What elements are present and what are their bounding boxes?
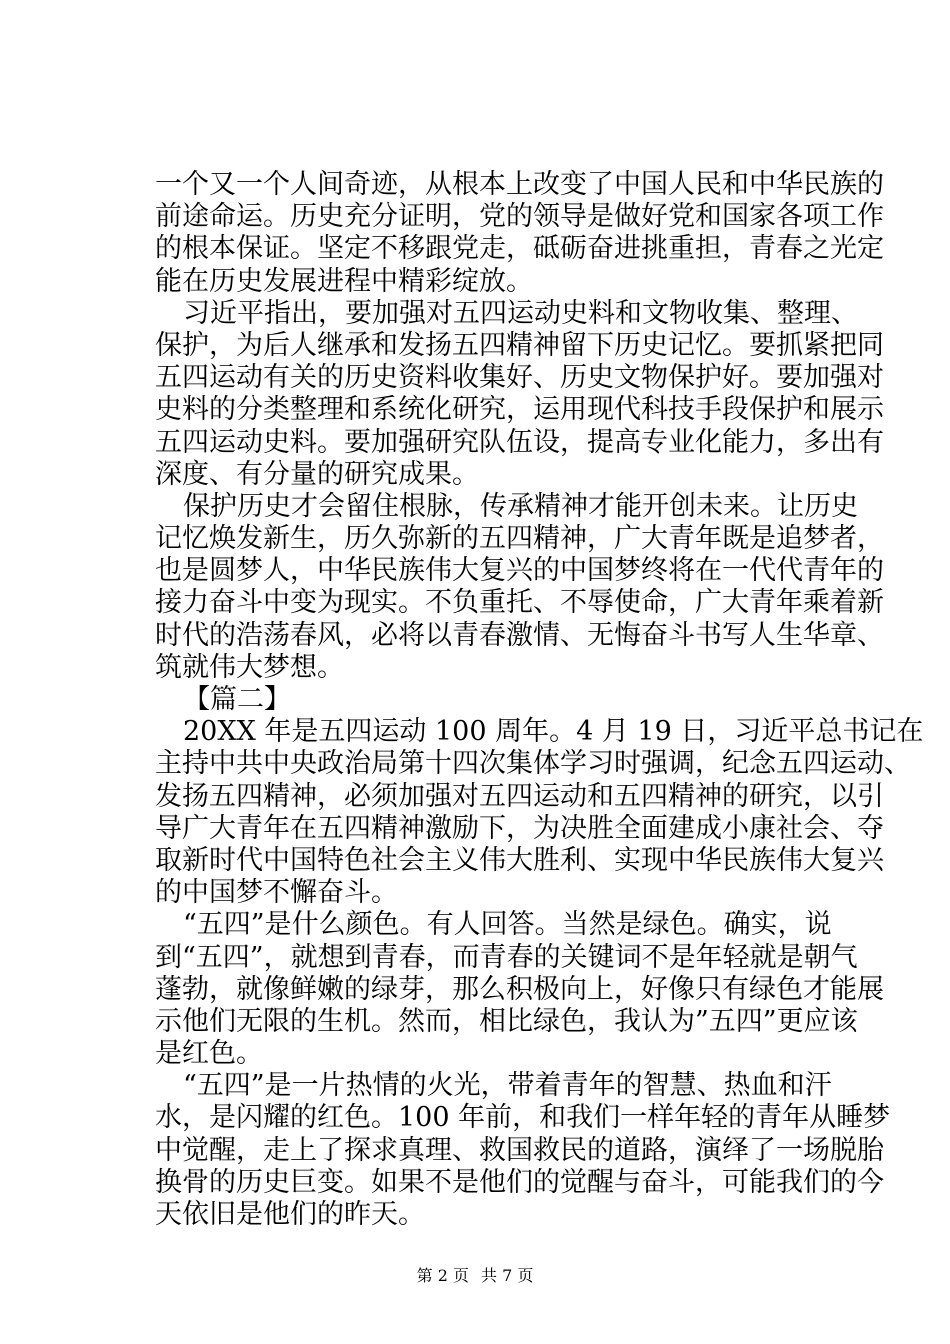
page-number: 第 2 页: [416, 1266, 469, 1285]
text-line: 取新时代中国特色社会主义伟大胜利、实现中华民族伟大复兴: [155, 844, 884, 876]
text-line: 前途命运。历史充分证明，党的领导是做好党和国家各项工作: [155, 201, 884, 233]
text-line: 导广大青年在五四精神激励下，为决胜全面建成小康社会、夺: [155, 812, 884, 844]
paragraph-start-line: 保护历史才会留住根脉，传承精神才能开创未来。让历史: [183, 490, 858, 522]
text-line: 史料的分类整理和系统化研究，运用现代科技手段保护和展示: [155, 394, 884, 426]
text-line: 记忆焕发新生，历久弥新的五四精神，广大青年既是追梦者，: [155, 523, 884, 555]
paragraph-start-line: 习近平指出，要加强对五四运动史料和文物收集、整理、: [183, 297, 858, 329]
text-line: 示他们无限的生机。然而，相比绿色，我认为”五四”更应该: [155, 1005, 858, 1037]
text-line: 能在历史发展进程中精彩绽放。: [155, 265, 533, 297]
text-line: 到“五四”，就想到青春，而青春的关键词不是年轻就是朝气: [155, 941, 858, 973]
text-line: 深度、有分量的研究成果。: [155, 458, 479, 490]
text-line: 一个又一个人间奇迹，从根本上改变了中国人民和中华民族的: [155, 169, 884, 200]
text-line: 换骨的历史巨变。如果不是他们的觉醒与奋斗，可能我们的今: [155, 1166, 884, 1198]
text-line: 天依旧是他们的昨天。: [155, 1199, 425, 1230]
page-total: 共 7 页: [481, 1266, 534, 1285]
text-line: 五四运动史料。要加强研究队伍设，提高专业化能力，多出有: [155, 426, 884, 458]
text-line: 保护，为后人继承和发扬五四精神留下历史记忆。要抓紧把同: [155, 329, 884, 361]
paragraph-start-line: 20XX 年是五四运动 100 周年。4 月 19 日，习近平总书记在: [183, 716, 924, 748]
paragraph-start-line: “五四”是什么颜色。有人回答。当然是绿色。确实，说: [183, 909, 832, 941]
document-body: [155, 169, 924, 1231]
text-line: 时代的浩荡春风，必将以青春激情、无悔奋斗书写人生华章、: [155, 619, 884, 651]
text-line: 的根本保证。坚定不移跟党走，砥砺奋进挑重担，青春之光定: [155, 233, 884, 265]
section-heading: 【篇二】: [183, 684, 291, 715]
text-line: 接力奋斗中变为现实。不负重托、不辱使命，广大青年乘着新: [155, 587, 884, 619]
text-line: 的中国梦不懈奋斗。: [155, 877, 398, 909]
text-line: 水，是闪耀的红色。100 年前，和我们一样年轻的青年从睡梦: [155, 1102, 891, 1134]
text-line: 发扬五四精神，必须加强对五四运动和五四精神的研究，以引: [155, 780, 884, 812]
text-line: 筑就伟大梦想。: [155, 651, 344, 683]
text-line: 蓬勃，就像鲜嫩的绿芽，那么积极向上，好像只有绿色才能展: [155, 973, 884, 1005]
page-footer: [0, 1266, 950, 1286]
text-line: 主持中共中央政治局第十四次集体学习时强调，纪念五四运动、: [155, 748, 911, 780]
text-line: 中觉醒，走上了探求真理、救国救民的道路，演绎了一场脱胎: [155, 1134, 884, 1166]
text-line: 五四运动有关的历史资料收集好、历史文物保护好。要加强对: [155, 362, 884, 394]
text-line: 也是圆梦人，中华民族伟大复兴的中国梦终将在一代代青年的: [155, 555, 884, 587]
text-line: 是红色。: [155, 1038, 263, 1070]
paragraph-start-line: “五四”是一片热情的火光，带着青年的智慧、热血和汗: [183, 1070, 832, 1102]
